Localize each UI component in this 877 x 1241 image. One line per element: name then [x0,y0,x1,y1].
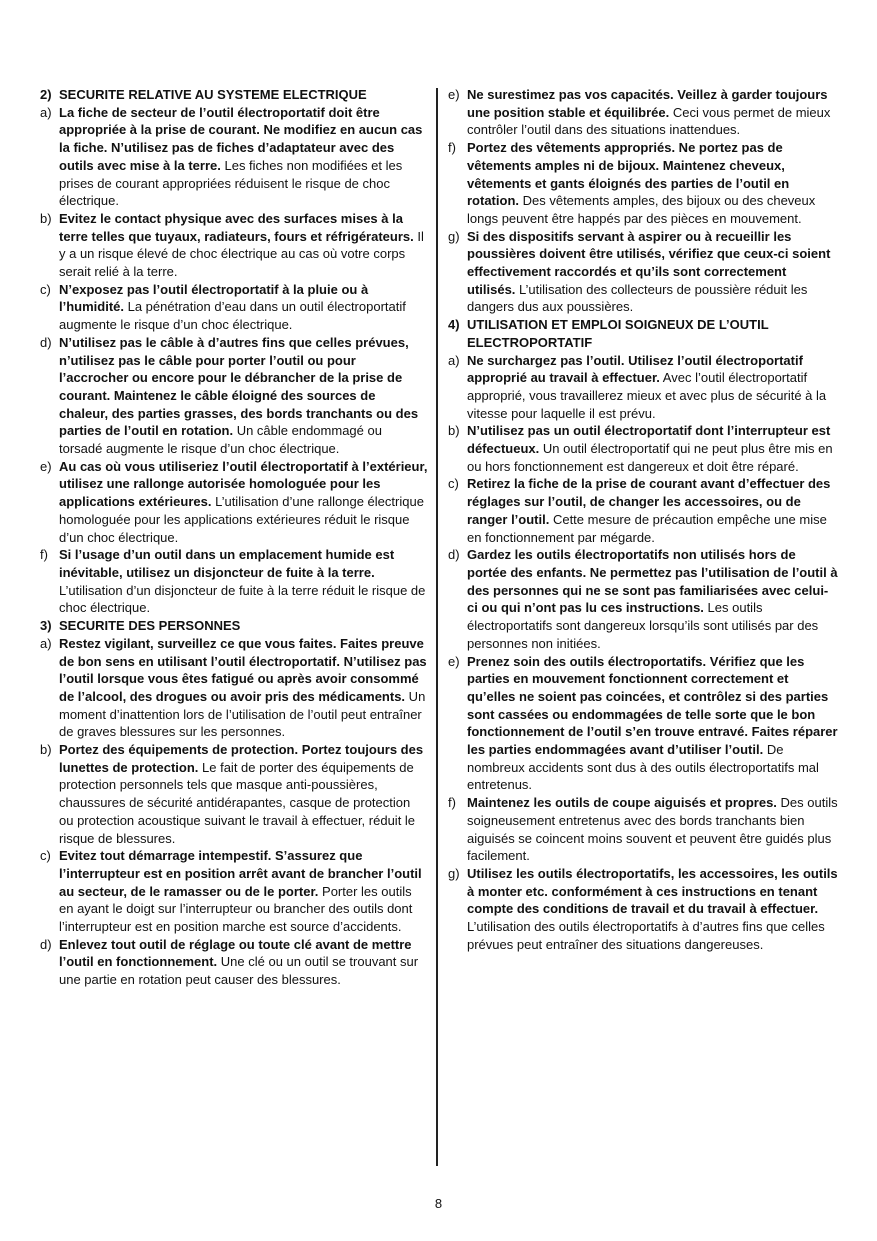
item-body [467,228,838,317]
item-body [59,847,428,936]
section-title: SECURITE DES PERSONNES [59,618,241,634]
list-item [40,741,428,847]
item-body [467,865,838,954]
right-column [448,86,838,953]
item-body [59,281,428,334]
item-body [467,653,838,795]
section-3-items [40,635,428,989]
list-item [40,635,428,741]
item-body [59,546,428,617]
item-instruction: Gardez les outils électroportatifs non utilisés hors de portée des enfants. Ne permettez pas l’utilisation de l’outil à des personnes qui ne se sont pas familiarisées avec celui-ci ou qui n’ont pas lu ces instructions. [467,547,838,616]
item-explanation: L’utilisation des outils électroportatifs à d’autres fins que celles prévues peut entraîner des situations dangereuses. [467,919,825,952]
list-item [40,546,428,617]
item-instruction: Enlevez tout outil de réglage ou toute clé avant de mettre l’outil en fonctionnement. [59,936,412,970]
item-instruction: Evitez le contact physique avec des surfaces mises à la terre telles que tuyaux, radiateurs, fours et réfrigérateurs. [59,210,414,244]
item-marker: d) [40,936,52,952]
section-title: SECURITE RELATIVE AU SYSTEME ELECTRIQUE [59,87,367,102]
list-item [40,210,428,281]
list-item [40,847,428,936]
list-item [448,794,838,865]
list-item [448,352,838,423]
item-marker: g) [448,865,460,881]
item-marker: g) [448,228,460,244]
item-marker: c) [40,848,51,864]
item-explanation: Cette mesure de précaution empêche une mise en fonctionnement par mégarde. [467,511,827,545]
item-marker: a) [40,635,52,651]
item-instruction: La fiche de secteur de l’outil électroportatif doit être appropriée à la prise de courant. Ne modifiez en aucun cas la fiche. N’utilisez pas de fiches d’adaptateur avec des outils avec mise à la terre. [59,104,423,173]
item-body [467,86,838,139]
item-instruction: Restez vigilant, surveillez ce que vous faites. Faites preuve de bon sens en utilisant l’outil électroportatif. N’utilisez pas l’outil lorsque vous êtes fatigué ou après avoir consommé de l’alcool, des drogues ou avoir pris des médicaments. [59,635,427,704]
item-marker: b) [448,423,460,439]
list-item [448,653,838,795]
column-divider [436,88,438,1166]
item-marker: a) [40,104,52,120]
list-item [40,281,428,334]
item-explanation: Un câble endommagé ou torsadé augmente le risque d’un choc électrique. [59,423,382,457]
item-explanation: Des vêtements amples, des bijoux ou des cheveux longs peuvent être happés par des pièces en mouvement. [467,193,816,226]
section-number: 3) [40,618,52,634]
item-explanation: Un outil électroportatif qui ne peut plus être mis en ou hors fonctionnement est dangereux et doit être réparé. [467,441,833,474]
item-instruction: Retirez la fiche de la prise de courant avant d’effectuer des réglages sur l’outil, de changer les accessoires, ou de ranger l’outil. [467,476,831,527]
item-explanation: Une clé ou un outil se trouvant sur une partie en rotation peut causer des blessures. [59,954,419,988]
item-marker: b) [40,210,52,226]
item-body [467,546,838,652]
item-marker: e) [40,458,52,474]
section-4-heading [448,316,838,351]
item-marker: c) [40,281,51,297]
item-explanation: Ceci vous permet de mieux contrôler l’outil dans des situations inattendues. [467,104,831,138]
section-title: UTILISATION ET EMPLOI SOIGNEUX DE L’OUTIL ELECTROPORTATIF [467,317,769,350]
item-instruction: Si des dispositifs servant à aspirer ou à recueillir les poussières doivent être utilisés, vérifiez que ceux-ci soient effectivement raccordés et qu’ils sont correctement utilisés. [467,228,831,297]
item-marker: a) [448,352,460,368]
item-instruction: Au cas où vous utiliseriez l’outil électroportatif à l’extérieur, utilisez une rallonge autorisée homologuée pour les applications extérieures. [59,458,428,510]
item-explanation: Le fait de porter des équipements de protection personnels tels que masque anti-poussières, chaussures de sécurité antidérapantes, casque de protection ou protection acoustique suivant le travail à effectuer, réduit le risque de blessures. [59,759,416,846]
item-marker: c) [448,476,459,492]
item-body [59,635,428,741]
item-body [467,794,838,865]
item-marker: d) [40,334,52,350]
item-instruction: Prenez soin des outils électroportatifs. Vérifiez que les parties en mouvement fonctionnent correctement et qu’elles ne soient pas coincées, et contrôlez si des parties sont cassées ou endommagées de telle sorte que le bon fonctionnement de l’outil s’en trouve entravé. Faites réparer les parties endommagées avant d’utiliser l’outil. [467,653,838,758]
item-explanation: Les outils électroportatifs sont dangereux lorsqu’ils sont utilisés par des personnes non initiées. [467,600,819,651]
item-instruction: N’utilisez pas le câble à d’autres fins que celles prévues, n’utilisez pas le câble pour porter l’outil ou pour l’accrocher ou encore pour le débrancher de la prise de courant. Maintenez le câble éloigné des sources de chaleur, des parties grasses, des bords tranchants ou des parties de l’outil en rotation. [59,334,419,439]
list-item [448,228,838,317]
page-number: 8 [434,1196,443,1211]
section-2-items [40,104,428,617]
item-instruction: Evitez tout démarrage intempestif. S’assurez que l’interrupteur est en position arrêt avant de brancher l’outil au secteur, de le ramasser ou de le porter. [59,848,422,899]
item-marker: f) [40,547,48,563]
item-body [59,458,428,547]
item-marker: e) [448,87,460,102]
list-item [448,86,838,139]
item-explanation: De nombreux accidents sont dus à des outils électroportatifs mal entretenus. [467,742,819,793]
item-body [467,139,838,228]
list-item [448,422,838,475]
left-column [40,86,428,989]
section-2-heading [40,86,428,104]
item-marker: f) [448,795,456,811]
section-number: 4) [448,317,460,333]
item-explanation: L’utilisation des collecteurs de poussière réduit les dangers dus aux poussières. [467,281,808,315]
item-explanation: L’utilisation d’une rallonge électrique homologuée pour les applications extérieures réduit le risque d’un choc électrique. [59,494,424,545]
item-body [59,210,428,281]
section-number: 2) [40,87,52,102]
list-item [40,936,428,989]
item-marker: e) [448,653,460,669]
list-item [448,475,838,546]
item-instruction: Utilisez les outils électroportatifs, les accessoires, les outils à monter etc. conformément à ces instructions en tenant compte des conditions de travail et du travail à effectuer. [467,865,838,917]
item-instruction: Ne surchargez pas l’outil. Utilisez l’outil électroportatif approprié au travail à effectuer. [467,352,803,386]
section-4-items [448,352,838,954]
item-body [59,741,428,847]
list-item [448,865,838,954]
item-explanation: Porter les outils en ayant le doigt sur l’interrupteur ou brancher des outils dont l’interrupteur est en position marche est source d’accidents. [59,883,413,935]
item-explanation: Un moment d’inattention lors de l’utilisation de l’outil peut entraîner de graves blessures sur les personnes. [59,688,426,740]
item-instruction: Ne surestimez pas vos capacités. Veillez à garder toujours une position stable et équilibrée. [467,87,828,120]
item-instruction: Portez des équipements de protection. Portez toujours des lunettes de protection. [59,742,424,775]
item-explanation: L’utilisation d’un disjoncteur de fuite à la terre réduit le risque de choc électrique. [59,582,426,616]
item-explanation: Avec l’outil électroportatif approprié, vous travaillerez mieux et avec plus de sécurité à la vitesse pour laquelle il est prévu. [467,370,827,421]
list-item [448,546,838,652]
item-instruction: Portez des vêtements appropriés. Ne portez pas de vêtements amples ni de bijoux. Maintenez cheveux, vêtements et gants éloignés des parties de l’outil en rotation. [467,140,790,209]
section-3-heading [40,617,428,635]
list-item [448,139,838,228]
item-explanation: Il y a un risque élevé de choc électrique au cas où votre corps serait relié à la terre. [59,228,424,280]
item-body [59,104,428,210]
list-item [40,334,428,458]
item-instruction: Maintenez les outils de coupe aiguisés et propres. [467,795,777,811]
item-marker: f) [448,140,456,156]
item-explanation: Les fiches non modifiées et les prises de courant appropriées réduisent le risque de choc électrique. [59,157,403,209]
item-instruction: Si l’usage d’un outil dans un emplacement humide est inévitable, utilisez un disjoncteur de fuite à la terre. [59,547,395,580]
item-explanation: Des outils soigneusement entretenus avec des bords tranchants bien aiguisés se coincent moins souvent et peuvent être guidés plus facilement. [467,795,838,864]
list-item [40,458,428,547]
item-body [467,475,838,546]
item-body [59,936,428,989]
item-marker: b) [40,742,52,758]
section-3-continued-items [448,86,838,316]
item-body [467,422,838,475]
list-item [40,104,428,210]
item-instruction: N’utilisez pas un outil électroportatif dont l’interrupteur est défectueux. [467,423,831,457]
item-marker: d) [448,547,460,563]
item-instruction: N’exposez pas l’outil électroportatif à la pluie ou à l’humidité. [59,281,369,315]
item-body [467,352,838,423]
item-explanation: La pénétration d’eau dans un outil électroportatif augmente le risque d’un choc électrique. [59,299,406,333]
item-body [59,334,428,458]
